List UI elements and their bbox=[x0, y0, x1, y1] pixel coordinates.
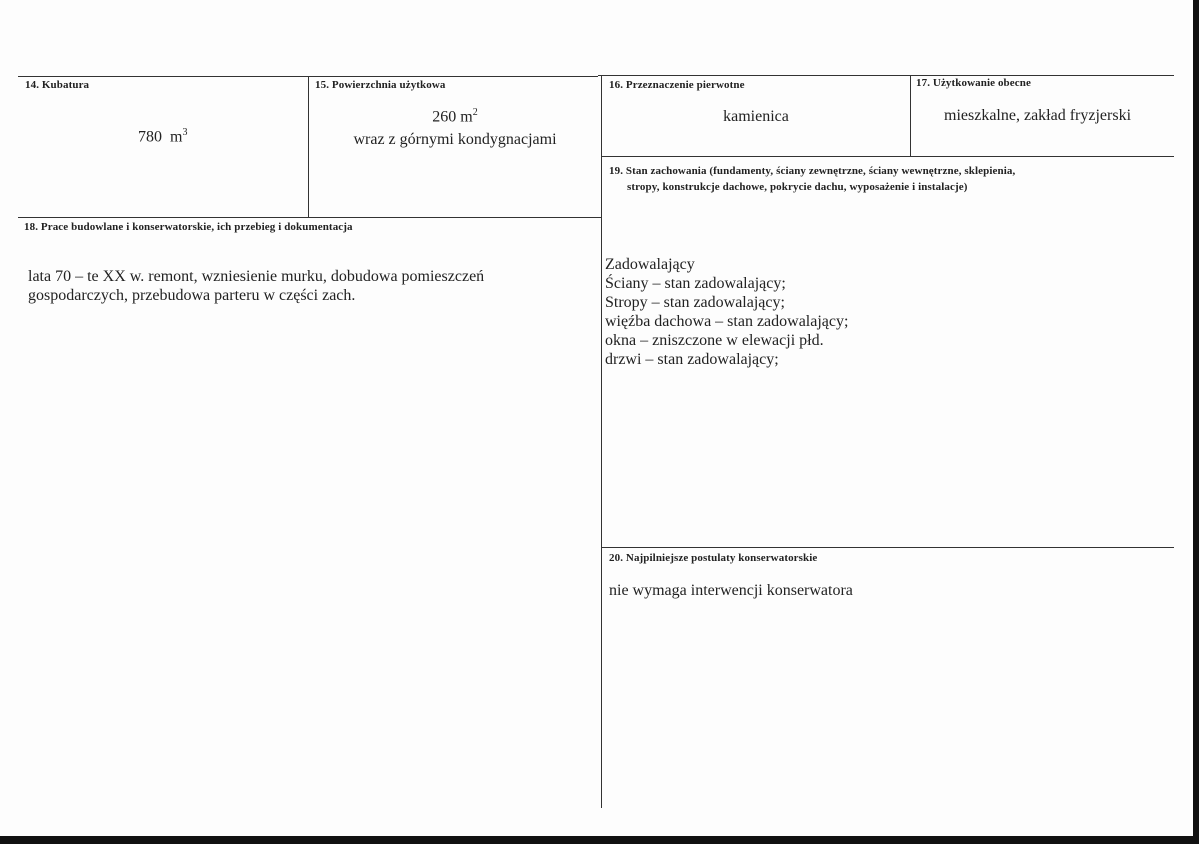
field-16-value: kamienica bbox=[723, 108, 789, 125]
divider-16-17 bbox=[910, 75, 911, 156]
field-16-label: 16. Przeznaczenie pierwotne bbox=[609, 79, 745, 91]
field-20-label: 20. Najpilniejsze postulaty konserwatorskie bbox=[609, 552, 818, 564]
scan-edge-bottom bbox=[0, 836, 1199, 844]
scan-edge-right bbox=[1193, 0, 1199, 844]
field-19-label-line-1: 19. Stan zachowania (fundamenty, ściany zewnętrzne, ściany wewnętrzne, sklepienia, bbox=[609, 165, 1016, 177]
field-14-label: 14. Kubatura bbox=[25, 79, 90, 91]
field-14-number: 780 bbox=[138, 128, 162, 146]
field-18-line-2: gospodarczych, przebudowa parteru w części zach. bbox=[28, 287, 356, 304]
rule-above-20 bbox=[601, 547, 1174, 548]
field-18-label: 18. Prace budowlane i konserwatorskie, ich przebieg i dokumentacja bbox=[24, 221, 353, 233]
field-19-label-line-2: stropy, konstrukcje dachowe, pokrycie dachu, wyposażenie i instalacje) bbox=[627, 181, 968, 193]
field-17-value: mieszkalne, zakład fryzjerski bbox=[944, 107, 1132, 124]
field-15-exponent: 2 bbox=[472, 107, 478, 118]
field-19-line-1: Zadowalający bbox=[605, 256, 695, 273]
field-15-number: 260 bbox=[432, 108, 457, 126]
field-17-label: 17. Użytkowanie obecne bbox=[916, 77, 1031, 89]
field-19-line-5: okna – zniszczone w elewacji płd. bbox=[605, 332, 824, 349]
field-18-lines bbox=[28, 267, 484, 305]
field-15-unit: m bbox=[460, 108, 473, 126]
rule-under-16-17 bbox=[601, 156, 1174, 157]
field-19-line-2: Ściany – stan zadowalający; bbox=[605, 275, 786, 292]
field-20-value: nie wymaga interwencji konserwatora bbox=[609, 582, 853, 599]
field-18-line-1: lata 70 – te XX w. remont, wzniesienie murku, dobudowa pomieszczeń bbox=[28, 268, 485, 285]
field-19-line-6: drzwi – stan zadowalający; bbox=[605, 351, 779, 368]
divider-main bbox=[601, 76, 602, 808]
field-19-line-3: Stropy – stan zadowalający; bbox=[605, 294, 785, 311]
field-14-unit: m bbox=[170, 128, 183, 146]
top-rule-right bbox=[598, 75, 1174, 76]
field-15-value bbox=[309, 107, 601, 126]
field-19-line-4: więźba dachowa – stan zadowalający; bbox=[605, 313, 849, 330]
field-14-value bbox=[138, 127, 187, 146]
field-14-exponent: 3 bbox=[182, 127, 188, 138]
rule-above-18 bbox=[18, 217, 601, 218]
field-15-label: 15. Powierzchnia użytkowa bbox=[315, 79, 446, 91]
field-19-lines bbox=[605, 255, 848, 369]
field-15-note: wraz z górnymi kondygnacjami bbox=[353, 131, 557, 148]
